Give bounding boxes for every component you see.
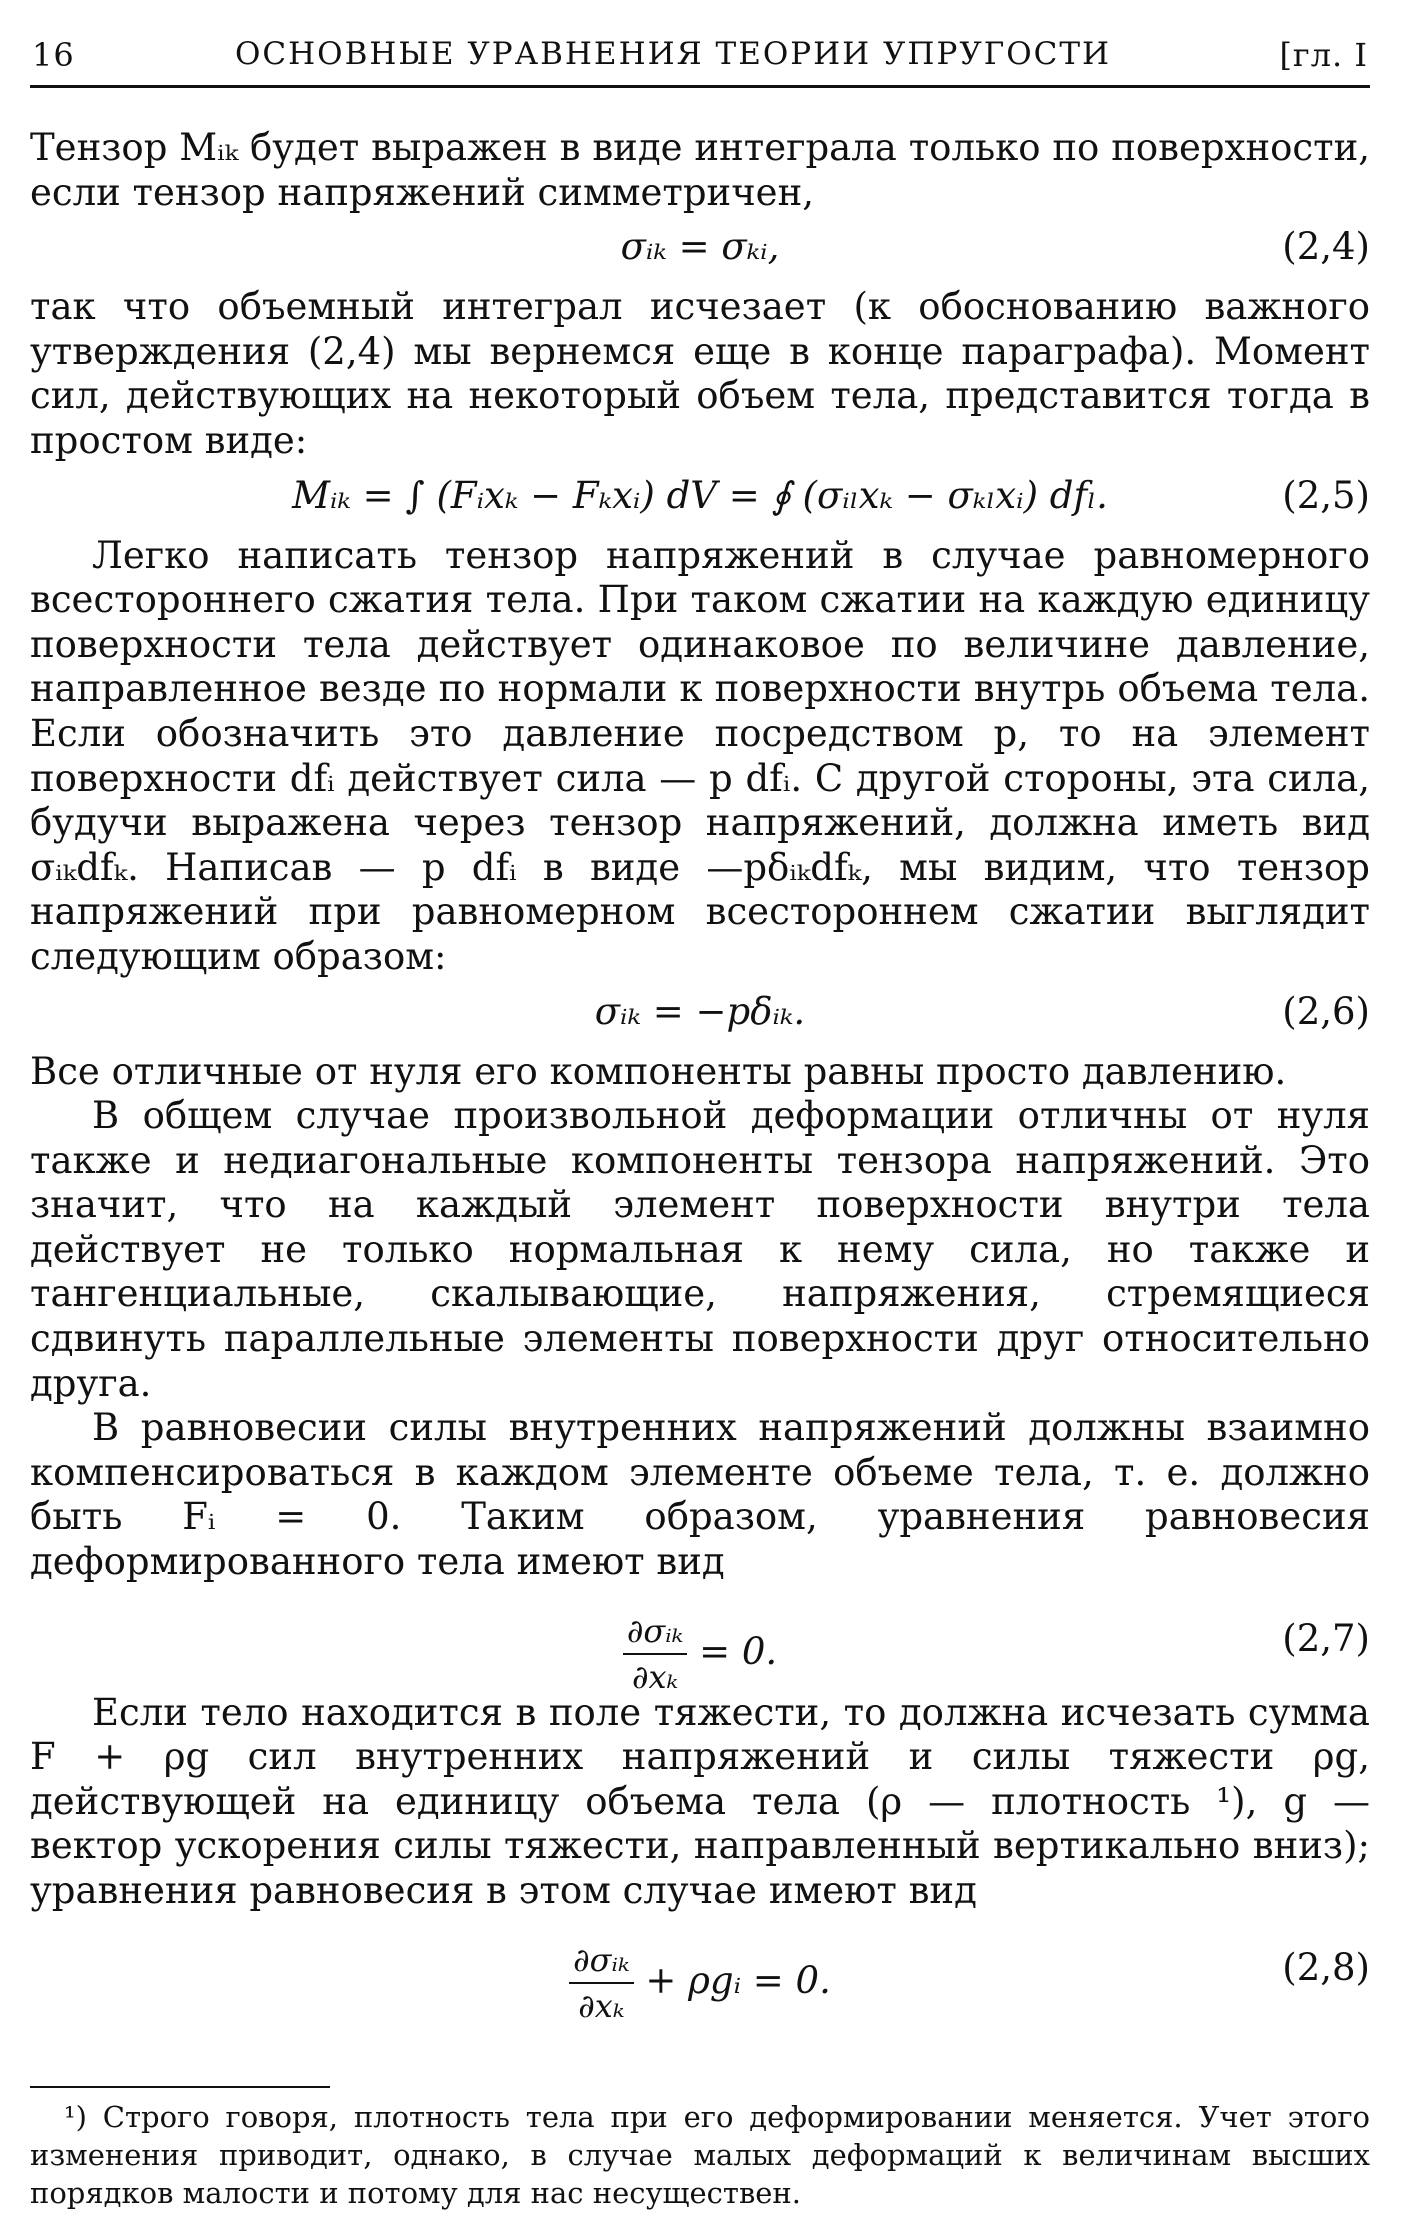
- fraction: [569, 1938, 634, 2029]
- equation-2-5: [30, 470, 1370, 532]
- fraction-numerator: ∂σᵢₖ: [623, 1609, 688, 1656]
- footnote-rule: [30, 2086, 330, 2088]
- equation-number: (2,5): [1282, 473, 1370, 517]
- equation-expression: σᵢₖ = −pδᵢₖ.: [594, 989, 806, 1033]
- equation-rest: + ρgᵢ = 0.: [645, 1958, 831, 2002]
- fraction-denominator: ∂xₖ: [631, 1658, 679, 1697]
- header-rule: [30, 85, 1370, 88]
- paragraph: Легко написать тензор напряжений в случае равномерного всестороннего сжатия тела. При таком сжатии на каждую единицу поверхности тела действует одинаковое по величине давление, направленное везде по нормали к поверхности внутрь объема тела. Если обозначить это давление посредством p, то на элемент поверхности dfᵢ действует сила — p dfᵢ. С другой стороны, эта сила, будучи выражена через тензор напряжений, должна иметь вид σᵢₖdfₖ. Написав — p dfᵢ в виде —pδᵢₖdfₖ, мы видим, что тензор напряжений при равномерном всестороннем сжатии выглядит следующим образом:: [30, 533, 1370, 978]
- equation-expression: σᵢₖ = σₖᵢ,: [620, 225, 780, 269]
- equation-2-8: [30, 1920, 1370, 2026]
- book-page: [30, 0, 1370, 2231]
- equation-number: (2,8): [1282, 1945, 1370, 1989]
- equation-number: (2,4): [1282, 225, 1370, 269]
- running-header: [30, 36, 1370, 80]
- paragraph: Если тело находится в поле тяжести, то должна исчезать сумма F + ρg сил внутренних напряжений и силы тяжести ρg, действующей на единицу объема тела (ρ — плотность ¹), g — вектор ускорения силы тяжести, направленный вертикально вниз); уравнения равновесия в этом случае имеют вид: [30, 1690, 1370, 1912]
- page-number: 16: [32, 36, 75, 74]
- equation-2-7: [30, 1591, 1370, 1697]
- footnote: ¹) Строго говоря, плотность тела при его деформировании меняется. Учет этого изменения приводит, однако, в случае малых деформаций к величинам высших порядков малости и потому для нас несуществен.: [30, 2100, 1370, 2210]
- paragraph: В общем случае произвольной деформации отличны от нуля также и недиагональные компоненты тензора напряжений. Это значит, что на каждый элемент поверхности внутри тела действует не только нормальная к нему сила, но также и тангенциальные, скалывающие, напряжения, стремящиеся сдвинуть параллельные элементы поверхности друг относительно друга.: [30, 1094, 1370, 1405]
- equation-number: (2,6): [1282, 989, 1370, 1033]
- equation-expression: Mᵢₖ = ∫ (Fᵢxₖ − Fₖxᵢ) dV = ∮ (σᵢₗxₖ − σₖₗxᵢ) dfₗ.: [292, 473, 1108, 517]
- paragraph: так что объемный интеграл исчезает (к обоснованию важного утверждения (2,4) мы вернемся еще в конце параграфа). Момент сил, действующих на некоторый объем тела, представится тогда в простом виде:: [30, 285, 1370, 462]
- equation-expression: [30, 1938, 1370, 2029]
- running-title: ОСНОВНЫЕ УРАВНЕНИЯ ТЕОРИИ УПРУГОСТИ: [235, 36, 1112, 72]
- equation-number: (2,7): [1282, 1616, 1370, 1660]
- fraction-denominator: ∂xₖ: [578, 1987, 625, 2026]
- chapter-label: [гл. I: [1279, 36, 1368, 74]
- equation-2-4: [30, 221, 1370, 283]
- fraction-numerator: ∂σᵢₖ: [569, 1938, 634, 1985]
- equation-expression: [30, 1609, 1370, 1700]
- paragraph: Тензор Mᵢₖ будет выражен в виде интеграла только по поверхности, если тензор напряжений симметричен,: [30, 126, 1370, 214]
- equation-2-6: [30, 986, 1370, 1048]
- paragraph: Все отличные от нуля его компоненты равны просто давлению.: [30, 1049, 1287, 1093]
- fraction: [623, 1609, 688, 1700]
- equation-rest: = 0.: [699, 1629, 778, 1673]
- paragraph: В равновесии силы внутренних напряжений должны взаимно компенсироваться в каждом элементе объеме тела, т. е. должно быть Fᵢ = 0. Таким образом, уравнения равновесия деформированного тела имеют вид: [30, 1406, 1370, 1584]
- main-text: [30, 126, 1370, 2026]
